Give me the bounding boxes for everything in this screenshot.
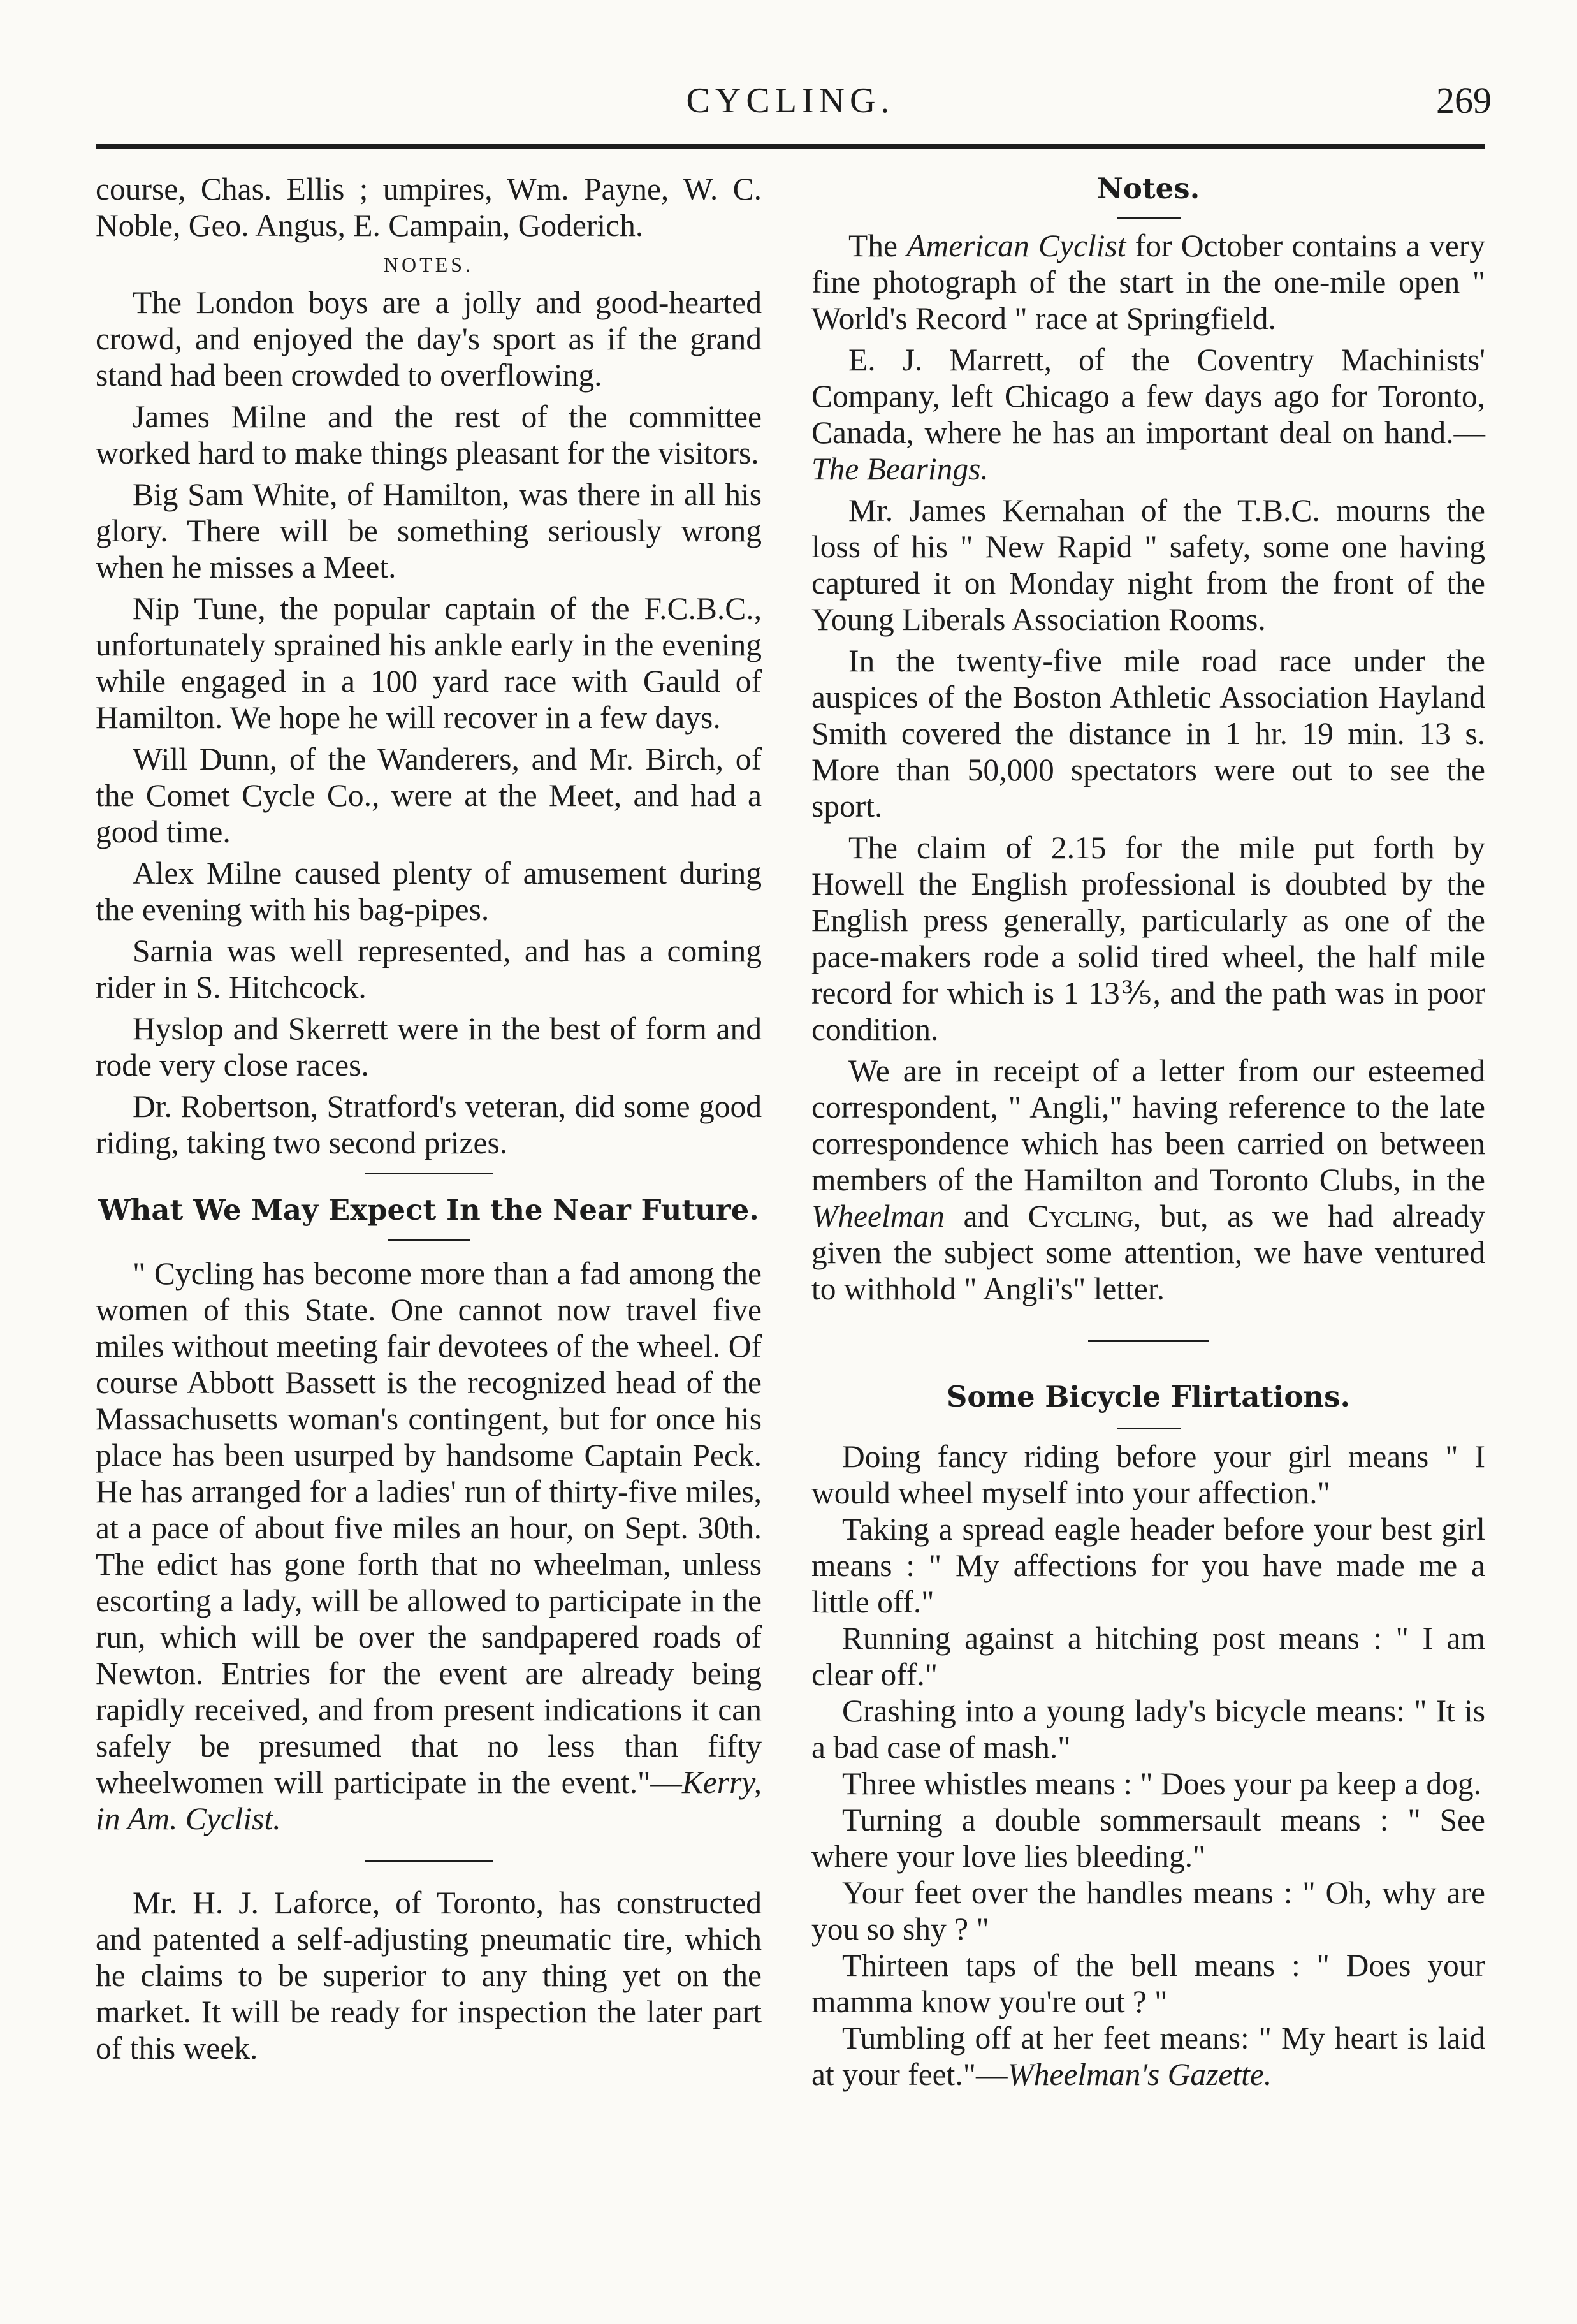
note-paragraph: James Milne and the rest of the committee worked hard to make things pleasant for the visitors. <box>96 399 762 471</box>
left-column <box>96 171 762 2072</box>
heading-underline <box>1117 217 1181 219</box>
note-paragraph: Dr. Robertson, Stratford's veteran, did some good riding, taking two second prizes. <box>96 1089 762 1160</box>
publication-title: Wheelman's Gazette. <box>1007 2057 1272 2092</box>
page-number: 269 <box>1436 80 1492 121</box>
flirtations-list <box>811 1438 1485 2093</box>
section-divider <box>365 1173 493 1174</box>
note-paragraph <box>811 228 1485 337</box>
right-column <box>811 171 1485 2093</box>
publication-title: Wheelman <box>811 1199 945 1234</box>
page-header <box>96 75 1492 126</box>
note-paragraph: In the twenty-five mile road race under the auspices of the Boston Athletic Association Hayland Smith covered the distance in 1 hr. 19 min. 13 s. More than 50,000 spectators were out to see the sport. <box>811 643 1485 824</box>
note-paragraph: Hyslop and Skerrett were in the best of form and rode very close races. <box>96 1011 762 1083</box>
list-item: Thirteen taps of the bell means : " Does your mamma know you're out ? " <box>811 1948 1485 2019</box>
note-paragraph: Big Sam White, of Hamilton, was there in all his glory. There will be something seriously wrong when he misses a Meet. <box>96 477 762 585</box>
note-paragraph: The London boys are a jolly and good-hearted crowd, and enjoyed the day's sport as if the grand stand had been crowded to overflowing. <box>96 285 762 393</box>
text-run: , but, as we had already given the subject some attention, we have ventured to withhold " Angli's" letter. <box>811 1199 1485 1306</box>
future-source: Kerry, in Am. Cyclist. <box>96 1765 762 1836</box>
heading-underline <box>388 1239 470 1241</box>
publication-title: American Cyclist <box>906 228 1126 263</box>
future-text: " Cycling has become more than a fad among the women of this State. One cannot now travel five miles without meeting fair devotees of the wheel. Of course Abbott Bassett is the recognized head of the Massachusetts woman's contingent, but for once his place has been usurped by handsome Captain Peck. He has arranged for a ladies' run of thirty-five miles, at a pace of about five miles an hour, on Sept. 30th. The edict has gone forth that no wheelman, unless escorting a lady, will be allowed to participate in the run, which will be over the sandpapered roads of Newton. Entries for the event are already being rapidly received, and from present indications it can safely be presumed that no less than fifty wheelwomen will participate in the event."— <box>96 1256 762 1800</box>
note-paragraph: Will Dunn, of the Wanderers, and Mr. Birch, of the Comet Cycle Co., were at the Meet, and had a good time. <box>96 742 762 849</box>
list-item: Doing fancy riding before your girl means " I would wheel myself into your affection." <box>811 1439 1485 1510</box>
header-rule <box>96 144 1485 149</box>
text-run: We are in receipt of a letter from our esteemed correspondent, " Angli," having reference to the late correspondence which has been carried on between members of the Hamilton and Toronto Clubs, in the <box>811 1053 1485 1197</box>
section-divider <box>365 1860 493 1862</box>
note-paragraph <box>811 1053 1485 1307</box>
note-paragraph: Nip Tune, the popular captain of the F.C.B.C., unfortunately sprained his ankle early in the evening while engaged in a 100 yard race with Gauld of Hamilton. We hope he will recover in a few days. <box>96 591 762 735</box>
publication-title: Cycling <box>1028 1199 1133 1234</box>
section-divider <box>1088 1340 1209 1342</box>
list-item: Three whistles means : " Does your pa keep a dog. <box>842 1766 1482 1801</box>
list-item: Your feet over the handles means : " Oh, why are you so shy ? " <box>811 1875 1485 1947</box>
list-item: Running against a hitching post means : " I am clear off." <box>811 1621 1485 1692</box>
text-run: E. J. Marrett, of the Coventry Machinists' Company, left Chicago a few days ago for Toronto, Canada, where he has an important deal on hand.— <box>811 342 1485 450</box>
note-paragraph: Mr. James Kernahan of the T.B.C. mourns the loss of his " New Rapid " safety, some one having captured it on Monday night from the front of the Young Liberals Association Rooms. <box>811 493 1485 637</box>
list-item <box>811 2020 1485 2093</box>
list-item: Crashing into a young lady's bicycle means: " It is a bad case of mash." <box>811 1693 1485 1765</box>
list-item: Taking a spread eagle header before your best girl means : " My affections for you have made me a little off." <box>811 1512 1485 1619</box>
publication-title: The Bearings. <box>811 451 989 486</box>
notes-label: NOTES. <box>383 253 474 276</box>
note-paragraph: Sarnia was well represented, and has a coming rider in S. Hitchcock. <box>96 933 762 1005</box>
note-paragraph <box>811 342 1485 487</box>
text-run: and <box>944 1199 1028 1234</box>
running-title: CYCLING. <box>686 81 895 121</box>
future-article <box>96 1255 762 1837</box>
heading-underline <box>1117 1428 1181 1429</box>
laforce-paragraph: Mr. H. J. Laforce, of Toronto, has constructed and patented a self-adjusting pneumatic tire, which he claims to be superior to any thing yet on the market. It will be ready for inspection the later part of this week. <box>96 1885 762 2066</box>
note-paragraph: The claim of 2.15 for the mile put forth by Howell the English professional is doubted by the English press generally, particularly as one of the pace-makers rode a solid tired wheel, the half mile record for which is 1 13⅗, and the path was in poor condition. <box>811 830 1485 1047</box>
text-run: Tumbling off at her feet means: " My heart is laid at your feet."— <box>811 2021 1485 2092</box>
umpires-paragraph: course, Chas. Ellis ; umpires, Wm. Payne, W. C. Noble, Geo. Angus, E. Campain, Goderich. <box>96 172 762 243</box>
text-run: for October contains a very fine photograph of the start in the one-mile open " World's Record " race at Springfield. <box>811 228 1485 336</box>
flirtations-heading: Some Bicycle Flirtations. <box>946 1380 1351 1414</box>
notes-heading: Notes. <box>1096 172 1200 205</box>
text-run: The <box>848 228 907 263</box>
note-paragraph: Alex Milne caused plenty of amusement during the evening with his bag-pipes. <box>96 856 762 927</box>
future-heading: What We May Expect In the Near Future. <box>98 1193 759 1227</box>
list-item: Turning a double sommersault means : " See where your love lies bleeding." <box>811 1802 1485 1874</box>
